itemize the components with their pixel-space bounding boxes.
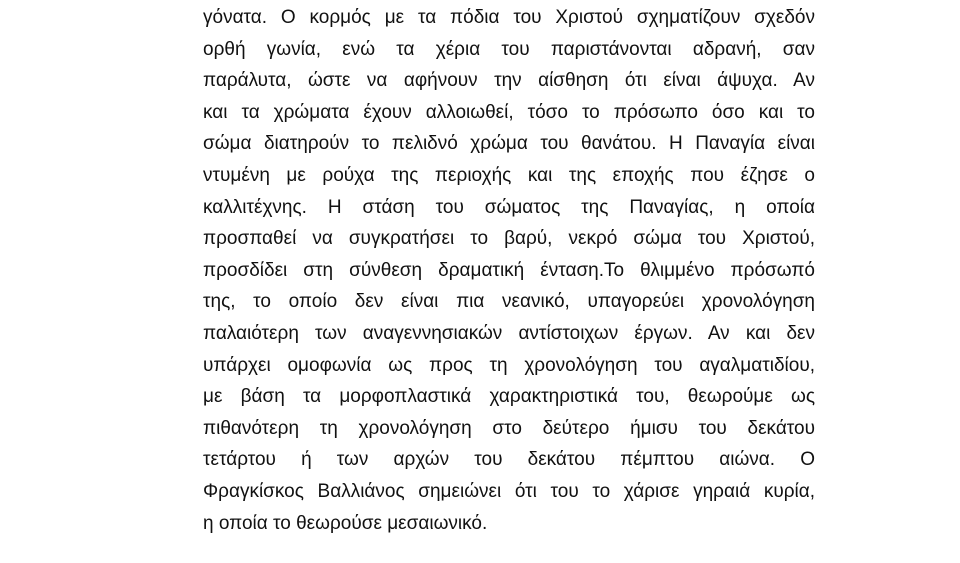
text-line: ορθή γωνία, ενώ τα χέρια του παριστάνονται αδρανή, σαν bbox=[203, 38, 815, 60]
text-line: Φραγκίσκος Βαλλιάνος σημειώνει ότι του το χάρισε γηραιά κυρία, bbox=[203, 480, 815, 502]
body-paragraph bbox=[203, 2, 815, 539]
text-line: σώμα διατηρούν το πελιδνό χρώμα του θανάτου. Η Παναγία είναι bbox=[203, 133, 815, 155]
text-line: προσδίδει στη σύνθεση δραματική ένταση.Το θλιμμένο πρόσωπό bbox=[203, 259, 815, 281]
text-line: προσπαθεί να συγκρατήσει το βαρύ, νεκρό σώμα του Χριστού, bbox=[203, 228, 815, 250]
text-line: πιθανότερη τη χρονολόγηση στο δεύτερο ήμισυ του δεκάτου bbox=[203, 417, 815, 439]
text-line: γόνατα. Ο κορμός με τα πόδια του Χριστού σχηματίζουν σχεδόν bbox=[203, 7, 815, 28]
text-line: η οποία το θεωρούσε μεσαιωνικό. bbox=[203, 512, 488, 534]
text-line: παλαιότερη των αναγεννησιακών αντίστοιχων έργων. Αν και δεν bbox=[203, 322, 815, 344]
text-line: παράλυτα, ώστε να αφήνουν την αίσθηση ότι είναι άψυχα. Αν bbox=[203, 70, 815, 92]
text-line: με βάση τα μορφοπλαστικά χαρακτηριστικά του, θεωρούμε ως bbox=[203, 386, 815, 408]
text-line: καλλιτέχνης. Η στάση του σώματος της Παναγίας, η οποία bbox=[203, 196, 815, 218]
text-line: τετάρτου ή των αρχών του δεκάτου πέμπτου αιώνα. Ο bbox=[203, 449, 815, 471]
text-line: και τα χρώματα έχουν αλλοιωθεί, τόσο το πρόσωπο όσο και το bbox=[203, 101, 815, 123]
text-line: ντυμένη με ρούχα της περιοχής και της εποχής που έζησε ο bbox=[203, 164, 815, 186]
text-line: υπάρχει ομοφωνία ως προς τη χρονολόγηση του αγαλματιδίου, bbox=[203, 354, 815, 376]
text-line: της, το οποίο δεν είναι πια νεανικό, υπαγορεύει χρονολόγηση bbox=[203, 291, 815, 313]
